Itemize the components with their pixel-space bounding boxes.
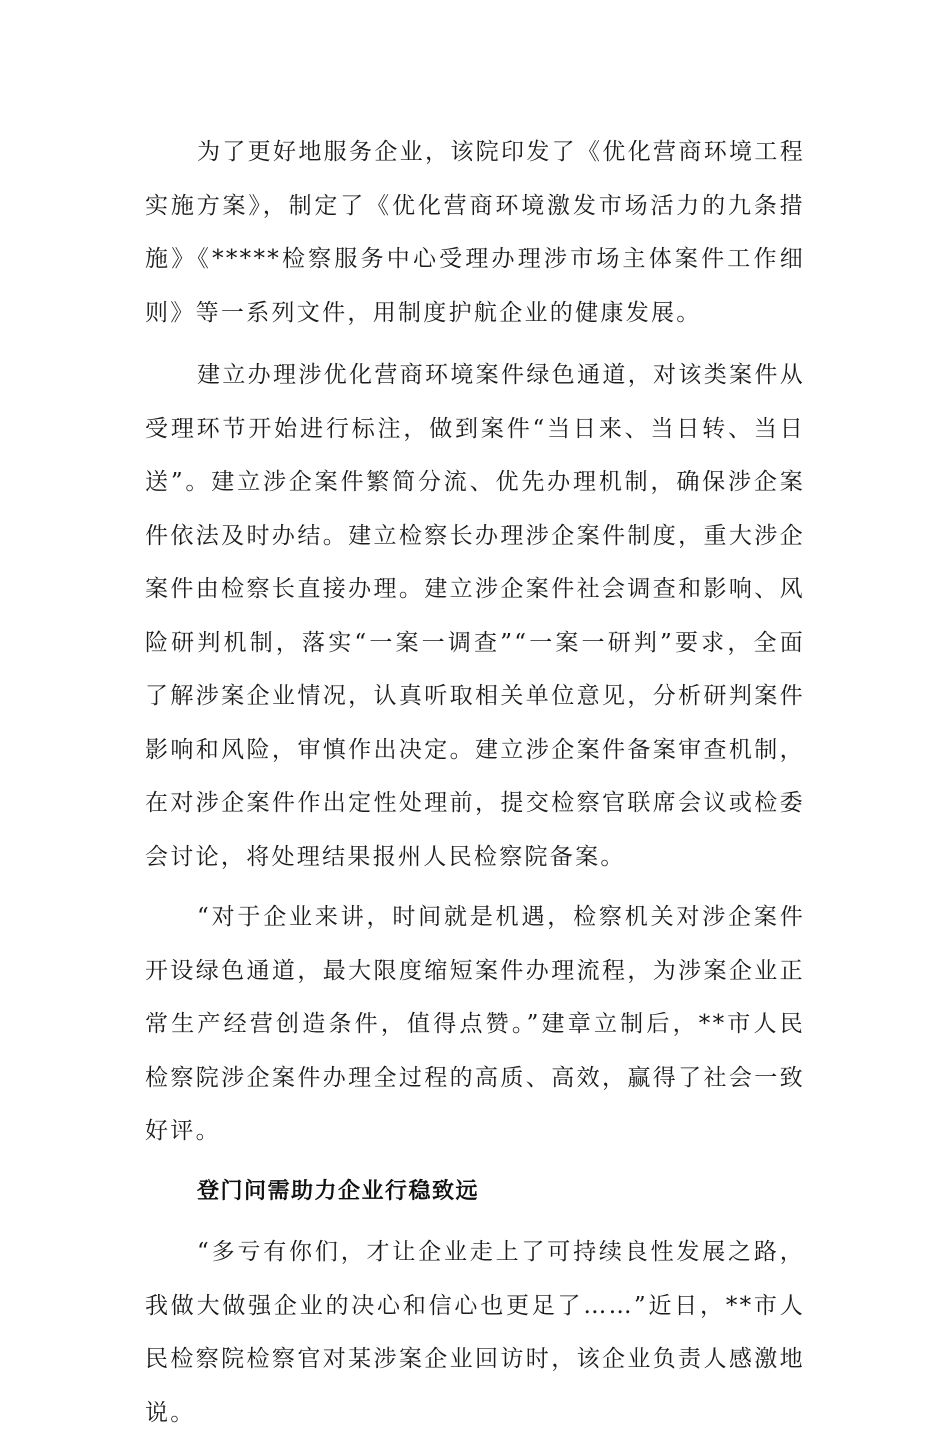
paragraph-green-channel: 建立办理涉优化营商环境案件绿色通道，对该类案件从受理环节开始进行标注，做到案件“当日来、当日转、当日送”。建立涉企案件繁简分流、优先办理机制，确保涉企案件依法及时办结。建立检察长办理涉企案件制度，重大涉企案件由检察长直接办理。建立涉企案件社会调查和影响、风险研判机制，落实“一案一调查”“一案一研判”要求，全面了解涉案企业情况，认真听取相关单位意见，分析研判案件影响和风险，审慎作出决定。建立涉企案件备案审查机制，在对涉企案件作出定性处理前，提交检察官联席会议或检委会讨论，将处理结果报州人民检察院备案。	[145, 362, 805, 870]
document-body	[145, 126, 805, 1440]
paragraph-praise-quote: “对于企业来讲，时间就是机遇，检察机关对涉企案件开设绿色通道，最大限度缩短案件办理流程，为涉案企业正常生产经营创造条件，值得点赞。”建章立制后，**市人民检察院涉企案件办理全过程的高质、高效，赢得了社会一致好评。	[145, 904, 805, 1144]
section-heading: 登门问需助力企业行稳致远	[197, 1178, 480, 1204]
paragraph-visit-quote: “多亏有你们，才让企业走上了可持续良性发展之路，我做大做强企业的决心和信心也更足了……”近日，**市人民检察院检察官对某涉案企业回访时，该企业负责人感激地说。	[145, 1239, 805, 1426]
paragraph-policy-documents: 为了更好地服务企业，该院印发了《优化营商环境工程实施方案》，制定了《优化营商环境激发市场活力的九条措施》《*****检察服务中心受理办理涉市场主体案件工作细则》等一系列文件，用制度护航企业的健康发展。	[145, 139, 805, 326]
